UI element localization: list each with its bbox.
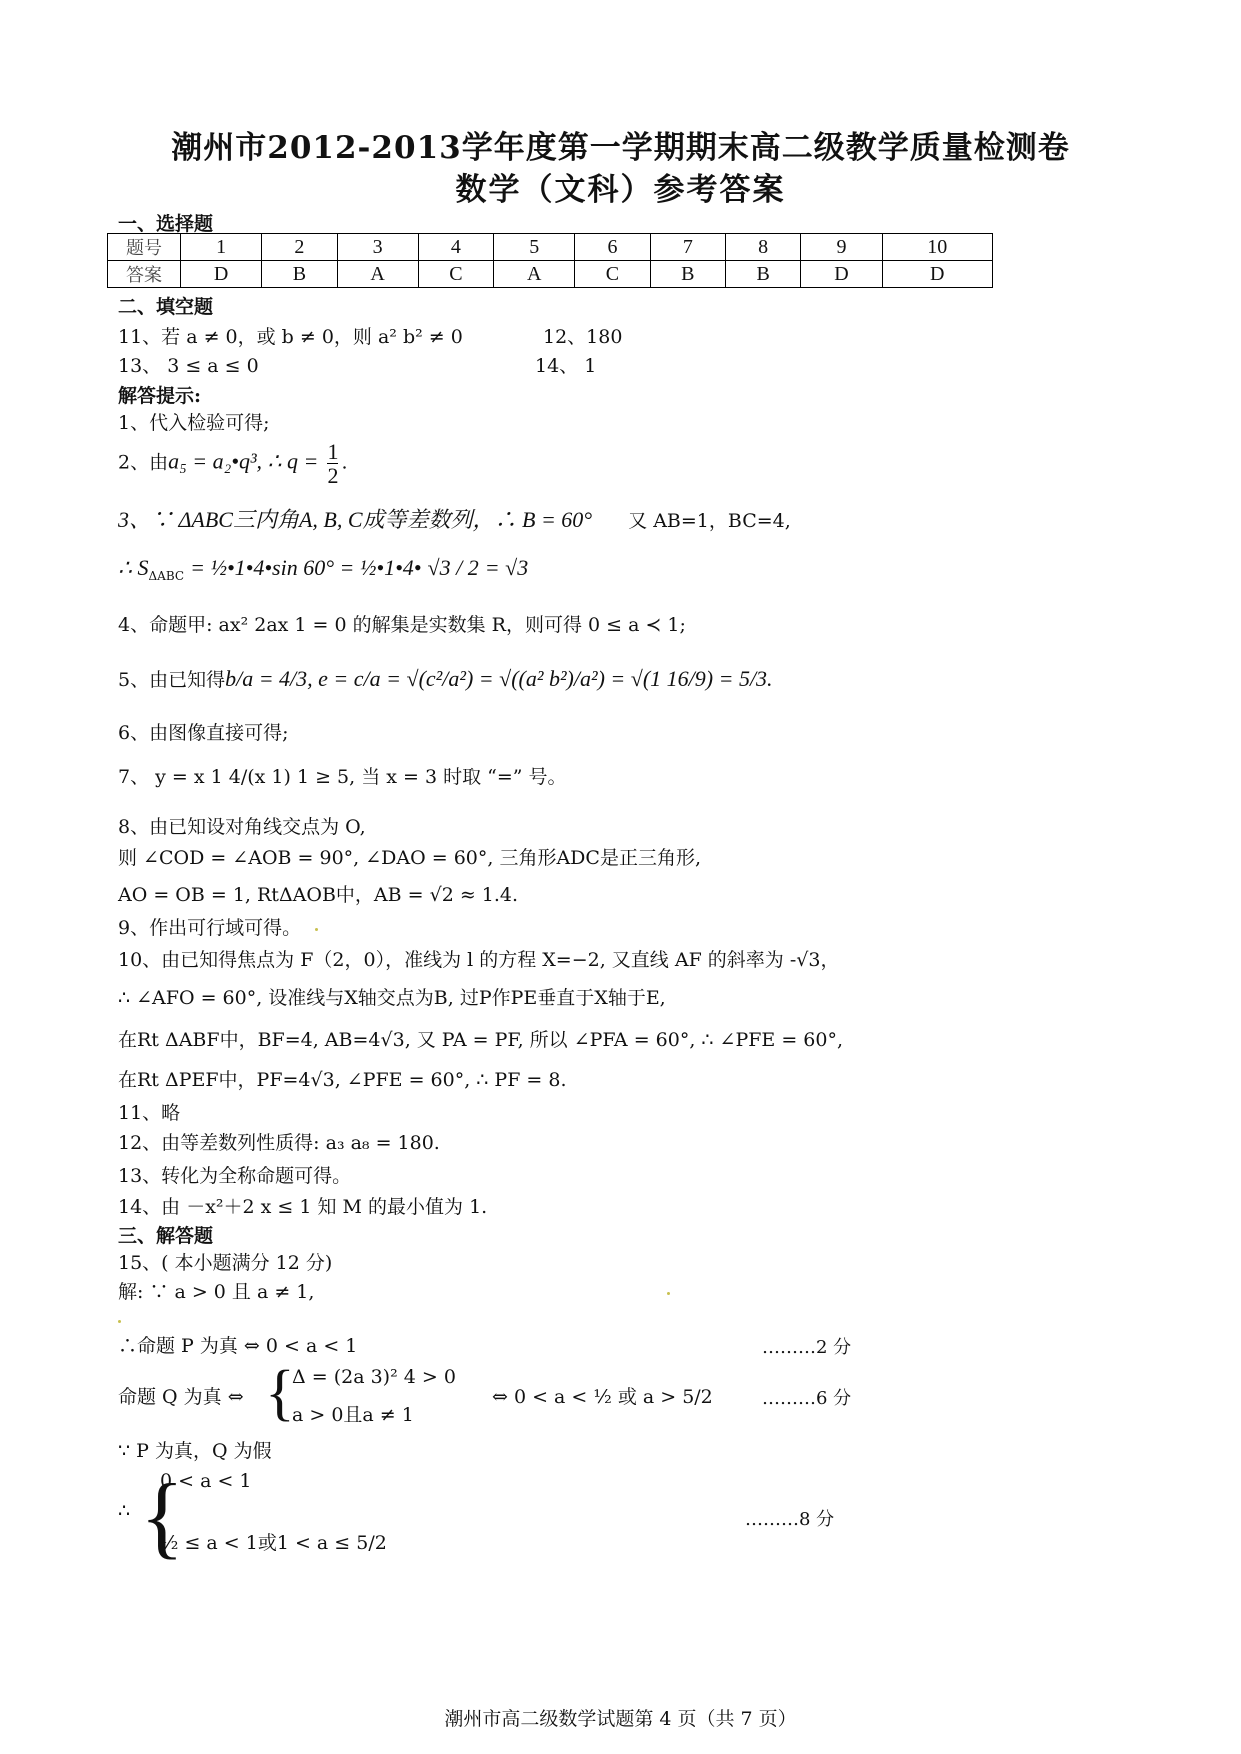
- table-cell: A: [494, 261, 575, 288]
- hint-5: 5、由已知得b/a = 4/3, e = c/a = √(c²/a²) = √((a² b²)/a²) = √(1 16/9) = 5/3.: [118, 666, 773, 691]
- table-cell: B: [650, 261, 725, 288]
- hint-2-formula: a₅ = a₂•q³, ∴ q =: [168, 448, 319, 474]
- hints-heading: 解答提示:: [118, 385, 202, 407]
- brace-icon: {: [140, 1465, 185, 1567]
- hint-6: 6、由图像直接可得;: [118, 722, 289, 744]
- hint-3-given: 又 AB=1，BC=4,: [628, 510, 791, 532]
- document-title: 潮州市2012-2013学年度第一学期期末高二级教学质量检测卷: [171, 130, 1070, 166]
- brace-icon: {: [265, 1359, 295, 1427]
- q15-p-true: ∴命题 P 为真 ⇔ 0 < a < 1: [118, 1335, 358, 1357]
- fill-answer-13: 13、 3 ≤ a ≤ 0: [118, 355, 259, 377]
- hint-3-formula: 3、∵ ΔABC三内角A, B, C成等差数列，∴ B = 60°: [118, 507, 593, 532]
- hint-4: 4、命题甲: ax² 2ax 1 = 0 的解集是实数集 R，则可得 0 ≤ a ≺ 1;: [118, 614, 686, 636]
- hint-13: 13、转化为全称命题可得。: [118, 1165, 352, 1187]
- table-row-answers: [108, 261, 993, 288]
- hint-3-line1: [118, 503, 791, 534]
- therefore-symbol: ∴: [118, 1500, 131, 1522]
- table-cell: 1: [181, 234, 262, 261]
- hint-8-line3: AO = OB = 1, RtΔAOB中，AB = √2 ≈ 1.4.: [118, 884, 519, 906]
- hint-8-line2: 则 ∠COD = ∠AOB = 90°, ∠DAO = 60°, 三角形ADC是正三角形,: [118, 847, 701, 869]
- table-cell: A: [337, 261, 418, 288]
- q15-final-system-1: 0 < a < 1: [160, 1470, 252, 1492]
- q15-q-system-1: Δ = (2a 3)² 4 > 0: [292, 1366, 456, 1388]
- hint-1: 1、代入检验可得;: [118, 412, 270, 434]
- q15-solution-start: 解: ∵ a > 0 且 a ≠ 1,: [118, 1281, 315, 1303]
- answer-table: [107, 233, 993, 288]
- section-heading-fill: 二、填空题: [118, 296, 214, 318]
- table-cell: 3: [337, 234, 418, 261]
- table-cell: B: [262, 261, 337, 288]
- table-cell: C: [575, 261, 650, 288]
- fill-answer-14: 14、 1: [535, 355, 597, 377]
- table-cell: 4: [418, 234, 493, 261]
- score-mark: ………8 分: [745, 1509, 835, 1530]
- section-heading-choice: 一、选择题: [118, 213, 214, 235]
- table-cell: 10: [882, 234, 992, 261]
- hint-10-line3: 在Rt ΔABF中，BF=4, AB=4√3, 又 PA = PF, 所以 ∠PFA = 60°, ∴ ∠PFE = 60°,: [118, 1029, 844, 1051]
- q15-q-label: 命题 Q 为真 ⇔: [118, 1386, 244, 1408]
- q15-final-system-2: ½ ≤ a < 1或1 < a ≤ 5/2: [160, 1532, 387, 1554]
- table-cell: 6: [575, 234, 650, 261]
- section-heading-solve: 三、解答题: [118, 1225, 214, 1247]
- hint-11: 11、略: [118, 1102, 181, 1124]
- page-footer: 潮州市高二级数学试题第 4 页（共 7 页）: [444, 1708, 797, 1730]
- table-cell: D: [181, 261, 262, 288]
- fill-answer-12: 12、180: [543, 326, 623, 348]
- score-mark: ………2 分: [762, 1337, 852, 1358]
- table-cell: C: [418, 261, 493, 288]
- q15-q-system-2: a > 0且a ≠ 1: [292, 1404, 414, 1426]
- table-row-numbers: [108, 234, 993, 261]
- hint-10-line1: 10、由已知得焦点为 F（2，0），准线为 l 的方程 X=−2, 又直线 AF 的斜率为 -√3，: [118, 949, 840, 971]
- table-cell: B: [726, 261, 801, 288]
- hint-2-prefix: 2、由: [118, 451, 169, 474]
- table-cell: 5: [494, 234, 575, 261]
- hint-7: 7、 y = x 1 4/(x 1) 1 ≥ 5, 当 x = 3 时取 “=” 号。: [118, 766, 567, 788]
- hint-9: 9、作出可行域可得。: [118, 917, 302, 939]
- hint-3-line2: ∴ $S_{\Delta ABC}$ = ½•1•4•sin 60° = ½•1•4• √3 / 2 = √3: [118, 555, 529, 583]
- hint-10-line4: 在Rt ΔPEF中，PF=4√3, ∠PFE = 60°, ∴ PF = 8.: [118, 1069, 567, 1091]
- q15-p-q-condition: ∵ P 为真，Q 为假: [118, 1440, 272, 1462]
- hint-2: 2、由a₅ = a₂•q³, ∴ q = $\frac{1}{2}$ .: [118, 439, 348, 489]
- stray-mark: [667, 1292, 670, 1295]
- table-cell: 7: [650, 234, 725, 261]
- fraction: $\frac{1}{2}$: [327, 439, 339, 489]
- score-mark: ………6 分: [762, 1388, 852, 1409]
- table-cell: D: [882, 261, 992, 288]
- q15-q-result: ⇔ 0 < a < ½ 或 a > 5/2: [492, 1386, 713, 1408]
- hint-14: 14、由 －x²＋2 x ≤ 1 知 M 的最小值为 1.: [118, 1196, 488, 1218]
- row-label-answer: 答案: [108, 261, 181, 288]
- stray-mark: [315, 928, 318, 931]
- hint-10-line2: ∴ ∠AFO = 60°, 设准线与X轴交点为B, 过P作PE垂直于X轴于E,: [118, 987, 666, 1009]
- table-cell: 2: [262, 234, 337, 261]
- row-label-number: 题号: [108, 234, 181, 261]
- q15-heading: 15、( 本小题满分 12 分): [118, 1252, 333, 1274]
- table-cell: D: [801, 261, 882, 288]
- hint-8-line1: 8、由已知设对角线交点为 O,: [118, 816, 366, 838]
- document-subtitle: 数学（文科）参考答案: [455, 172, 786, 208]
- table-cell: 8: [726, 234, 801, 261]
- fill-answer-11: 11、若 a ≠ 0，或 b ≠ 0，则 a² b² ≠ 0: [118, 326, 463, 348]
- table-cell: 9: [801, 234, 882, 261]
- stray-mark: [118, 1320, 121, 1323]
- hint-12: 12、由等差数列性质得: a₃ a₈ = 180.: [118, 1132, 440, 1154]
